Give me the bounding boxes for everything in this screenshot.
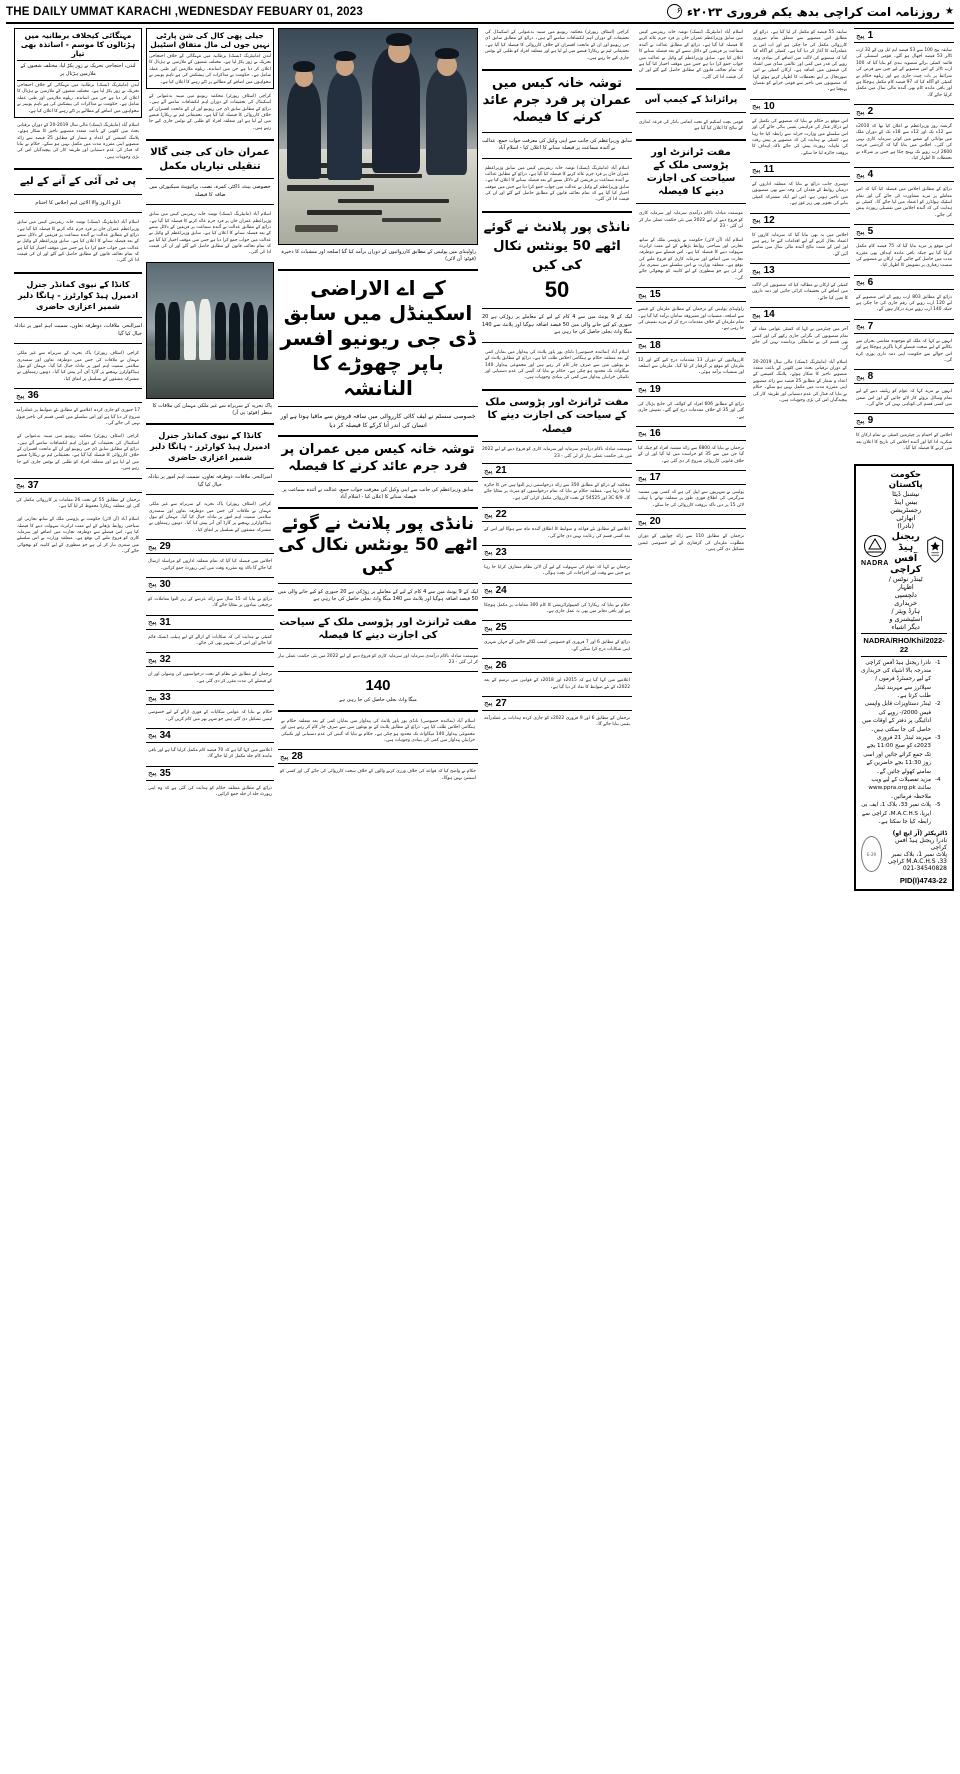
- imran-jail-headline: عمران خان کی جنی گالا تنقیلی تیاریاں مکمل: [150, 147, 270, 172]
- column-photos: [278, 28, 478, 1758]
- tender-number: 14: [763, 309, 775, 321]
- tender-text: کمیٹی نے ہدایت کی کہ شکایات کے ازالے کے لیے ہیلپ ڈیسک قائم کیا جائے اور اس کی تشہیر بھی کی جائے۔: [148, 634, 272, 647]
- tender-number: 7: [867, 320, 874, 332]
- tender-label: پیج: [484, 661, 493, 670]
- tender-row[interactable]: [750, 162, 850, 177]
- tender-text: ترجمان نے بتایا کہ 6800 سے زائد مشتبہ افراد کو چیک کیا گیا جن میں سے 35 کو حراست میں لیا گیا اور ان کے خلاف قانونی کارروائی شروع کر دی گئی ہے۔: [638, 445, 744, 464]
- tender-text: ذرائع کے مطابق متعلقہ حکام کو ہدایت کی گئی ہے کہ وہ اپنی رپورٹ جلد از جلد جمع کرائیں۔: [148, 785, 272, 798]
- tender-row[interactable]: [750, 263, 850, 278]
- tender-label: پیج: [856, 322, 865, 331]
- rifle-shape: [287, 185, 374, 191]
- tender-row[interactable]: [482, 507, 632, 522]
- tender-text: اعلامیے میں کہا گیا ہے کہ 2015ء اور 2018ء کے قوانین میں ترمیم کے بعد 2022ء کے نئے ضوابط کا نفاذ کر دیا گیا ہے۔: [484, 678, 630, 690]
- tender-number: 34: [159, 729, 171, 741]
- tender-label: پیج: [484, 623, 493, 632]
- page-grid: [6, 28, 954, 1758]
- nadra-item-text: نادرا ریجنل ہیڈ آفس کراچی مندرجہ بالا اشیاء کی خریداری کے لیے رجسٹرڈ فرموں / سپلائرز سے مہربند ٹینڈر طلب کرتا ہے۔: [861, 659, 931, 700]
- guard-figure: [168, 302, 179, 360]
- tender-row[interactable]: [146, 690, 274, 705]
- tender-text: ترجمان کے مطابق نئے نظام کے تحت درخواستوں کی وصولی اور ان کے فیصلے کی مدت مقرر کر دی گئی ہے۔: [148, 672, 272, 684]
- tender-number: 2: [867, 106, 874, 117]
- tender-filler-text: اسلام آباد (مانیٹرنگ ڈیسک) مالی سال 2019-20 کے دوران ترقیاتی بجٹ میں کٹوتی کے باعث متعدد منصوبے تاخیر کا شکار ہوئے۔ پلاننگ کمیشن کے اعداد و شمار کے مطابق 25 فیصد سے زائد منصوبے اپنی مقررہ مدت میں مکمل نہیں ہو سکے۔ حکام نے بتایا کہ فنڈز کی عدم دستیابی اور طریقہ کار کی پیچیدگیاں اس کی بڑی وجوہات ہیں۔: [753, 359, 847, 403]
- column-left-1: [146, 28, 274, 1758]
- tender-text: اجلاس میں فیصلہ کیا گیا کہ تمام متعلقہ اداروں کو مراسلہ ارسال کیا جائے گا تاکہ وہ مقررہ وقت میں اپنی رپورٹ جمع کرائیں۔: [148, 559, 272, 571]
- tender-number: 5: [867, 226, 874, 238]
- tender-text: ذرائع کے مطابق 6 اور 7 فروری کو خصوصی کیمپ لگائے جائیں گے جہاں شہری اپنی شکایات درج کرا سکیں گے۔: [484, 640, 630, 652]
- tender-row[interactable]: [636, 338, 746, 353]
- transit-subhead-2: موسمت مبادلہ ناکام درآمدی سرمایہ اور سرمایہ کاری کو فروغ دینے کے لیے 2022 میں نئی حکمت عملی تیار کر لی گئی - 23: [482, 447, 632, 459]
- tender-number: 35: [159, 767, 171, 779]
- lead-headline: کے اے الاراضی اسکینڈل میں سابق ڈی جی ریونیو افسر باپر چھوڑے کا النانشہ: [280, 276, 476, 400]
- nadra-item: [861, 801, 947, 826]
- tender-text: انہوں نے مزید کہا کہ عوام کو ریلیف دینے کے لیے تمام وسائل بروئے کار لائے جائیں گے اور اس ضمن میں کسی قسم کی کوتاہی نہیں کی جائے گی۔: [856, 389, 952, 407]
- nadra-tender-ref: NADRA/RHO/Khi/2022-22: [863, 635, 945, 654]
- tender-number: 17: [649, 472, 661, 484]
- nadra-gov-line: حکومت پاکستان: [888, 469, 923, 490]
- tender-row[interactable]: [854, 275, 954, 290]
- pti-body: اسلام آباد (مانیٹرنگ ڈیسک) توشہ خانہ ریفرنس کیس میں سابق وزیراعظم عمران خان پر فرد جرم عائد کرنے کا فیصلہ کیا گیا ہے۔ ذرائع کے مطابق عدالت نے آئندہ سماعت پر فریقین کے دلائل سننے کے بعد فیصلہ سنانے کا اعلان کیا ہے۔ سابق وزیراعظم کے وکیل نے عدالت میں جواب جمع کرا دیا ہے جس میں موقف اختیار کیا گیا ہے کہ تمام تحائف قانون کے مطابق حاصل کیے گئے اور ان کی قیمت ادا کی گئی۔: [17, 220, 139, 264]
- nandipur-headline-text: نانڈی پور پلانٹ نے گوئے اٹھے 50 یونٹس نکال کی کیں: [278, 513, 478, 577]
- nadra-item: [861, 734, 947, 776]
- tender-number: 19: [649, 383, 661, 395]
- nadra-item-index: 5-: [935, 802, 941, 809]
- nadra-ref-code: 29-E: [866, 851, 877, 857]
- tender-label: پیج: [856, 170, 865, 179]
- tender-label: پیج: [638, 341, 647, 350]
- column7-body-2: کراچی (اسٹاف رپورٹر) پاک بحریہ کے سربراہ سے غیر ملکی مہمان نے ملاقات کی جس میں دوطرفہ تعاون اور سمندری سلامتی سمیت اہم امور پر تبادلہ خیال کیا گیا۔ مہمان کو نیول ہیڈکوارٹرز پہنچنے پر گارڈ آف آنر پیش کیا گیا۔ دونوں رہنماؤں نے مشترکہ مشقوں کے تسلسل پر اتفاق کیا۔: [17, 351, 139, 382]
- government-emblem-icon: [923, 535, 947, 565]
- tender-number: 6: [867, 276, 874, 288]
- tender-row[interactable]: [636, 382, 746, 397]
- column7-body-3: کراچی (اسٹاف رپورٹر) محکمہ ریونیو میں مبینہ بدعنوانی کے اسکینڈل کی تحقیقات کے دوران اہم انکشافات سامنے آئے ہیں۔ ذرائع کے مطابق سابق ڈی جی ریونیو اور ان کے ماتحت افسران کے خلاف کارروائی کا فیصلہ کیا گیا ہے۔ تحقیقاتی ٹیم نے ریکارڈ قبضے میں لے لیا ہے اور متعلقہ افراد کو طلبی کے نوٹس جاری کیے جا رہے ہیں۔: [17, 434, 139, 472]
- naval-guard-photo: [146, 262, 274, 399]
- naval-body: کراچی (اسٹاف رپورٹر) پاک بحریہ کے سربراہ سے غیر ملکی مہمان نے ملاقات کی جس میں دوطرفہ تعاون اور سمندری سلامتی سمیت اہم امور پر تبادلہ خیال کیا گیا۔ مہمان کو نیول ہیڈکوارٹرز پہنچنے پر گارڈ آف آنر پیش کیا گیا۔ دونوں رہنماؤں نے مشترکہ مشقوں کے تسلسل پر اتفاق کیا۔: [149, 502, 271, 533]
- tender-text: ترجمان نے کہا کہ عوام کی سہولت کے لیے آن لائن نظام متعارف کرایا جا رہا ہے جس سے وقت اور اخراجات کی بچت ہوگی۔: [484, 564, 630, 577]
- tender-number: 25: [495, 622, 507, 634]
- naval-subhead: امیرالبحر، ملاقات، دوطرفہ تعاون، سمیت اہم امور پر تبادلہ خیال کیا گیا: [147, 474, 273, 488]
- nadra-tender-ad: [854, 464, 954, 892]
- jail-party-ad: [146, 28, 274, 89]
- column-tenders-1: [854, 28, 954, 1758]
- tender-number: 30: [159, 578, 171, 590]
- tender-number: 36: [27, 390, 39, 402]
- tender-number: 13: [763, 265, 775, 276]
- tender-number: 29: [159, 541, 171, 553]
- rifle-shape: [307, 210, 382, 215]
- tender-row[interactable]: [750, 213, 850, 228]
- nadra-item-index: 1-: [935, 659, 941, 666]
- transit-sub-main: موسمت مبادلہ ناکام درآمدی سرمایہ اور سرمایہ کاری کو فروغ دینے کے لیے 2022 میں نئی حکمت عملی تیار کر لی گئی - 23: [278, 653, 479, 665]
- column5-body: اسلام آباد (نمائندہ خصوصی) نانڈی پور پاور پلانٹ کی پیداوار میں نمایاں کمی کے بعد متعلقہ حکام نے ہنگامی اجلاس طلب کیا ہے۔ ذرائع کے مطابق پلانٹ کے نو یونٹوں میں سے صرف چار کام کر رہے ہیں اور مجموعی پیداوار 140 میگاواٹ تک محدود ہو چکی ہے۔ حکام نے بتایا کہ گیس کی عدم دستیابی اور تکنیکی خرابیاں پیداوار میں کمی کی بنیادی وجوہات ہیں۔: [281, 718, 475, 743]
- tender-text: پولیس نے شہریوں سے اپیل کی ہے کہ کسی بھی مشتبہ سرگرمی کی اطلاع فوری طور پر متعلقہ تھانے یا ہیلپ لائن 15 پر دیں تاکہ بروقت کارروائی کی جا سکے۔: [638, 490, 744, 508]
- tender-number: 10: [763, 100, 775, 112]
- nadra-item-text: ٹینڈر دستاویزات قابل واپسی فیس 2000/- روپے کی ادائیگی پر دفتر کے اوقات میں حاصل کی جا سکتی ہیں۔: [862, 701, 931, 733]
- masthead-urdu-group: [667, 4, 954, 19]
- tender-text: حکام نے بتایا کہ ریکارڈ کی کمپیوٹرائزیشن کا کام 300 مقامات پر مکمل ہوچکا ہے اور باقی دفاتر میں بھی یہ عمل جاری ہے۔: [484, 602, 630, 615]
- tender-label: پیج: [752, 266, 761, 275]
- tender-label: پیج: [484, 548, 493, 557]
- masthead-urdu-title: روزنامہ امت کراچی بدھ یکم فروری ۲۰۲۳ء: [686, 4, 941, 19]
- tender-label: پیج: [856, 107, 865, 116]
- prize-bond-headline: پرائزانڈ کے کیمپ آس: [644, 95, 738, 105]
- tender-label: پیج: [752, 102, 761, 111]
- ammo-box-shape: [295, 225, 339, 232]
- transit-headline-main: مفت ٹرانزٹ اور پڑوسی ملک کے سیاحت کی اجازت دینے کا فیصلہ: [279, 616, 477, 642]
- tender-text: 17 جنوری کو جاری کردہ اعلامیے کے مطابق نئے ضوابط پر عملدرآمد شروع کر دیا گیا ہے اور اس سلسلے میں کسی قسم کی تاخیر قبول نہیں کی جائے گی۔: [16, 408, 140, 426]
- tender-text: راولپنڈی پولیس کے ترجمان کے مطابق ملزمان کے قبضے سے اسلحہ، منشیات اور مسروقہ سامان برآمد کیا گیا ہے۔ تمام ملزمان کے خلاف مقدمات درج کر کے مزید تفتیش کی جا رہی ہے۔: [638, 307, 744, 332]
- nadra-address: پلاٹ نمبر 1، بلاک نمبر 33، M.A.C.H.S کراچی: [887, 851, 947, 866]
- tender-row[interactable]: [482, 696, 632, 711]
- tender-row[interactable]: [146, 766, 274, 781]
- officer-cap: [334, 51, 356, 62]
- tender-row[interactable]: [482, 658, 632, 673]
- protest-uk-ad: [14, 28, 142, 118]
- tender-number: 21: [495, 465, 507, 477]
- megawatt-label: میگا واٹ بجلی حاصل کی جا رہی ہے: [339, 697, 417, 704]
- prize-bond-text: قومی بچت اسکیم کے تحت انعامی بانڈز کی قرعہ اندازی کے نتائج کا اعلان کیا گیا ہے: [639, 119, 743, 132]
- tender-row[interactable]: [14, 388, 142, 403]
- tender-lead-text: سابقہ 55 فیصد کو مکمل کر لیا گیا ہے۔ ذرائع کے مطابق اس منصوبے سے متعلق تمام ضروری کارروائی مکمل کی جا چکی ہے اور اب اس پر عملدرآمد کا آغاز کر دیا گیا ہے۔ کمیٹی کو آگاہ کیا گیا کہ منصوبے کی لاگت میں اضافے کی بنیادی وجہ روپے کی قدر میں کمی اور عالمی منڈی میں اشیاء کی قیمتوں میں اضافہ ہے۔ ارکان کمیٹی نے اس صورتحال پر اپنے تحفظات کا اظہار کرتے ہوئے کہا کہ منصوبوں میں تاخیر سے قومی خزانے کو نقصان پہنچتا ہے۔: [753, 30, 847, 93]
- tender-label: پیج: [638, 517, 647, 526]
- tender-row[interactable]: [636, 470, 746, 485]
- nadra-item-index: 4-: [935, 776, 941, 783]
- nadra-logo: [861, 534, 889, 567]
- guard-figure: [229, 303, 240, 360]
- tender-label: پیج: [856, 227, 865, 236]
- nadra-item: [861, 776, 947, 801]
- toshakhana-body: اسلام آباد (مانیٹرنگ ڈیسک) توشہ خانہ ریفرنس کیس میں سابق وزیراعظم عمران خان پر فرد جرم عائد کرنے کا فیصلہ کیا گیا ہے۔ ذرائع کے مطابق عدالت نے آئندہ سماعت پر فریقین کے دلائل سننے کے بعد فیصلہ سنانے کا اعلان کیا ہے۔ سابق وزیراعظم کے وکیل نے عدالت میں جواب جمع کرا دیا ہے جس میں موقف اختیار کیا گیا ہے کہ تمام تحائف قانون کے مطابق حاصل کیے گئے اور ان کی قیمت ادا کی گئی۔: [485, 165, 629, 203]
- toshakhana-side-text: اسلام آباد (مانیٹرنگ ڈیسک) توشہ خانہ ریفرنس کیس میں سابق وزیراعظم عمران خان پر فرد جرم عائد کرنے کا فیصلہ کیا گیا ہے۔ ذرائع کے مطابق عدالت نے آئندہ سماعت پر فریقین کے دلائل سننے کے بعد فیصلہ سنانے کا اعلان کیا ہے۔ سابق وزیراعظم کے وکیل نے عدالت میں جواب جمع کرا دیا ہے جس میں موقف اختیار کیا گیا ہے کہ تمام تحائف قانون کے مطابق حاصل کیے گئے اور ان کی قیمت ادا کی گئی۔: [639, 30, 743, 80]
- tender-number: 22: [495, 509, 507, 521]
- tender-label: پیج: [638, 385, 647, 394]
- tender-label: پیج: [484, 699, 493, 708]
- nadra-item-index: 3-: [935, 735, 941, 742]
- tender-number: 23: [495, 546, 507, 558]
- tender-row[interactable]: [482, 545, 632, 560]
- column-left-2: [14, 28, 142, 1758]
- tender-label: پیج: [148, 655, 157, 664]
- official-seal-icon: [861, 836, 882, 872]
- tender-label: پیج: [638, 473, 647, 482]
- tender-label: پیج: [484, 510, 493, 519]
- nadra-subtitle-2: خریداری ہارڈ ویئر / اسٹیشنری و دیگر اشیاء: [889, 598, 923, 631]
- tender-label: پیج: [16, 391, 25, 400]
- nandipur-headline-main: [278, 514, 478, 578]
- officer-white-uniform: [199, 299, 212, 360]
- tender-number: 27: [495, 697, 507, 709]
- nadra-phone: 021-34540828: [902, 865, 947, 873]
- column7-body-4: اسلام آباد (آن لائن) حکومت نے پڑوسی ملک کے ساتھ تجارتی اور سیاحتی روابط بڑھانے کے لیے مفت ٹرانزٹ سہولت دینے کا فیصلہ کیا ہے۔ اس فیصلے سے دوطرفہ تجارت میں اضافے اور سرمایہ کاری کو فروغ ملنے کی توقع ہے۔ متعلقہ وزارت نے اس سلسلے میں سمری تیار کر لی ہے جو منظوری کے لیے کابینہ کو بھجوائی جائے گی۔: [17, 517, 139, 555]
- tender-row[interactable]: [854, 319, 954, 334]
- pti-subhead: ڈارو ڈاروز والا الائیں اہم اجلاس کا اختتام: [35, 199, 121, 206]
- tender-label: پیج: [856, 416, 865, 425]
- tender-row[interactable]: [854, 369, 954, 384]
- nadra-pid: PID(I)4743-22: [899, 876, 947, 886]
- nadra-item: [861, 700, 947, 734]
- protest-uk-headline: مہنگائی کیخلاف برطانیہ میں ہڑتالوں کا موسم - اساتذہ بھی تیار: [20, 31, 136, 58]
- tender-text: آخر میں چیئرمین نے کہا کہ کمیٹی عوامی مفاد کے تمام منصوبوں کی نگرانی جاری رکھے گی اور کسی بھی قسم کی بے ضابطگی برداشت نہیں کی جائے گی۔: [752, 327, 848, 352]
- tender-label: پیج: [148, 693, 157, 702]
- tender-row[interactable]: [278, 749, 478, 764]
- tender-number: 11: [763, 164, 775, 175]
- weapons-photo-caption: راولپنڈی میں پولیس کے مطابق کارروائیوں کے دوران برآمد کیا گیا اسلحہ اور منشیات کا ذخیرہ (فوٹو: آن لائن): [281, 249, 476, 262]
- tender-label: پیج: [638, 290, 647, 299]
- transit-headline-2: مفت ٹرانزٹ اور پڑوسی ملک کے سیاحت کی اجازت دینے کا فیصلہ: [485, 396, 629, 435]
- tender-text: ذرائع نے بتایا کہ 15 سال سے زائد عرصے کے زیر التوا معاملات کو ترجیحی بنیادوں پر نمٹایا جائے گا۔: [148, 596, 272, 609]
- tender-number: 26: [495, 660, 507, 672]
- tender-number: 9: [867, 415, 874, 427]
- tender-row[interactable]: [636, 426, 746, 441]
- tender-row[interactable]: [146, 577, 274, 592]
- officer-figure: [287, 81, 321, 180]
- tender-label: پیج: [148, 618, 157, 627]
- nandipur-subhead: لیک کے 9 یونٹ میں سے 4 کام کے لیے کے معاملے پر روڑکی ہے 20 جنوری کو کیے جانے والی میں 50 فیصد اضافہ ہوگیا اور پلانٹ سے 140 میگا واٹ بجلی حاصل کی جا رہی ہے: [482, 314, 632, 336]
- nandipur-headline-group: [482, 218, 632, 275]
- tender-row[interactable]: [14, 478, 142, 493]
- masthead: [6, 4, 954, 24]
- tender-row[interactable]: [482, 463, 632, 478]
- tender-text: ترجمان کے مطابق 110 سے زائد چھاپوں کے دوران مطلوب ملزمان کی گرفتاری کے لیے خصوصی ٹیمیں تشکیل دی گئی ہیں۔: [638, 534, 745, 552]
- guard-figure: [257, 305, 268, 360]
- tender-row[interactable]: [854, 167, 954, 182]
- tender-number: 12: [763, 214, 775, 226]
- star-icon: ★: [945, 6, 954, 17]
- lead-subhead: خصوصی سسٹم نے لیف کائی کارروائی میں سافہ فروش سے مافیا ہوتا ہے اور انسان کی اندر آنا کرکے کا فیصلہ کر دیا: [280, 413, 476, 429]
- tender-text: ذرائع کے مطابق اجلاس میں فیصلہ کیا گیا کہ اس معاملے پر مزید مشاورت کی جائے گی اور تمام اسٹیک ہولڈرز کو اعتماد میں لیا جائے گا۔ کمیٹی نے ہدایت کی کہ آئندہ اجلاس میں تفصیلی رپورٹ پیش کی جائے۔: [856, 187, 952, 218]
- tender-text: کارروائیوں کے دوران 13 مقدمات درج کیے گئے اور 12 ملزمان کو موقع پر گرفتار کر لیا گیا۔ ملزمان سے اسلحہ اور منشیات برآمد ہوئی۔: [638, 357, 745, 376]
- imran-jail-body: اسلام آباد (مانیٹرنگ ڈیسک) توشہ خانہ ریفرنس کیس میں سابق وزیراعظم عمران خان پر فرد جرم عائد کرنے کا فیصلہ کیا گیا ہے۔ ذرائع کے مطابق عدالت نے آئندہ سماعت پر فریقین کے دلائل سننے کے بعد فیصلہ سنانے کا اعلان کیا ہے۔ سابق وزیراعظم کے وکیل نے عدالت میں جواب جمع کرا دیا ہے جس میں موقف اختیار کیا گیا ہے کہ تمام تحائف قانون کے مطابق حاصل کیے گئے اور ان کی قیمت ادا کی گئی۔: [149, 212, 271, 256]
- tender-row[interactable]: [146, 652, 274, 667]
- tender-text: سابقہ پیج 100 سے 53 فیصد ایم ایل ون کے 32 ارب ڈالر 53 فیصد اچھال ہو گئے۔ قومی اسمبلی کی قائمہ کمیٹی برائے منصوبہ بندی کو بتایا گیا کہ 100 ارب ڈالر کے اس منصوبے کے لیے چین سے قرض کی شرائط پر بات چیت جاری ہے اور ریلوے حکام نے کمیٹی کو آگاہ کیا کہ 97 فیصد کام مکمل ہوچکا ہے اور باقی ماندہ کام بھی آئندہ مالی سال میں مکمل کرلیا جائے گا۔: [856, 48, 952, 98]
- tender-row[interactable]: [750, 99, 850, 114]
- tender-text: اعلامیے میں کہا گیا ہے کہ 70 فیصد کام مکمل کرلیا گیا ہے اور باقی ماندہ کام جلد مکمل کر لیا جائے گا۔: [148, 747, 272, 760]
- toshakhana-subhead: سابق وزیراعظم کی جانب سے اپنی وکیل کی معرفت جواب جمع، عدالت نے آئندہ سماعت پر فیصلہ سنانے کا اعلان کیا - اسلام آباد: [482, 137, 632, 152]
- nadra-subtitle: ٹینڈر نوٹس / اظہار دلچسپی: [888, 574, 923, 599]
- tender-text: انہوں نے کہا کہ ملک کو موجودہ معاشی بحران سے نکالنے کے لیے سخت فیصلے کرنا ناگزیر ہوچکا ہے اور اس حوالے سے حکومت اپنی ذمہ داری پوری کرے گی۔: [856, 338, 952, 363]
- naval-headline-2: کانڈا کے نیوی کمانڈر جنرل ادمیرل ہیڈ کوارٹرز - ہانگا دلبر شمیر اعزازی حاضری: [17, 279, 139, 312]
- guard-figure: [155, 303, 166, 360]
- nadra-item: [861, 659, 947, 701]
- tender-text: اجلاس میں یہ بھی بتایا گیا کہ سرمایہ کاروں کا اعتماد بحال کرنے کے لیے اقدامات کیے جا رہے ہیں اور اس کے مثبت نتائج آئندہ مالی سال میں سامنے آئیں گے۔: [752, 232, 848, 257]
- tender-number: 20: [649, 516, 661, 528]
- nandipur-sub-main: لیک کے 9 یونٹ میں سے 4 کام کے لیے کے معاملے پر روڑکی ہے 20 جنوری کو کیے جانے والی میں 50 فیصد اضافہ ہوگیا اور پلانٹ سے 140 میگا واٹ بجلی حاصل کی جا رہی ہے: [278, 588, 478, 603]
- tender-label: پیج: [752, 310, 761, 319]
- tender-label: پیج: [148, 731, 157, 740]
- tender-text: ذرائع کے مطابق 606 افراد کے کوائف کی جانچ پڑتال کی گئی اور 35 کے خلاف مقدمات درج کیے گئے۔ تفتیش جاری ہے۔: [638, 401, 745, 420]
- masthead-english-title: THE DAILY UMMAT KARACHI ,WEDNESDAY FEBUARY 01, 2023: [6, 5, 363, 18]
- transit-trade-subhead: موسمت مبادلہ ناکام درآمدی سرمایہ اور سرمایہ کاری کو فروغ دینے کے لیے 2022 میں نئی حکمت عملی تیار کر لی گئی - 23: [639, 211, 743, 230]
- nadra-sign-title: ڈائریکٹر (آر ایچ او): [892, 830, 947, 838]
- toshakhana-headline: توشہ خانہ کیس میں عمران پر فرد جرم عائد کرنے کا فیصلہ: [482, 75, 632, 125]
- tender-number: 33: [159, 692, 171, 704]
- pistol-shape: [382, 218, 441, 222]
- nadra-signature-block: [861, 830, 947, 872]
- tender-text: محکمہ کے ذرائع کے مطابق 350 سے زائد درخواستیں زیر التوا ہیں جن کا جائزہ لیا جا رہا ہے۔ متعلقہ حکام نے بتایا کہ تمام درخواستوں کو میرٹ پر نمٹایا جائے گا۔ 6/9 3C اور 54525 کے تحت کارروائی مکمل کرلی گئی ہے۔: [484, 483, 630, 501]
- tender-row[interactable]: [146, 615, 274, 630]
- nadra-item-text: مزید تفصیلات کے لیے ویب سائٹ www.ppra.org.pk ملاحظہ فرمائیں۔: [868, 776, 931, 800]
- guard-figure: [243, 302, 254, 360]
- tender-number: 18: [649, 339, 661, 351]
- tender-number: 37: [27, 479, 39, 491]
- protest-uk-text: لندن (مانیٹرنگ ڈیسک) برطانیہ میں مہنگائی کے خلاف احتجاجی تحریک نے زور پکڑ لیا ہے۔ مختلف شعبوں کے ملازمین نے ہڑتال کا اعلان کر دیا ہے جن میں اساتذہ، ریلوے ملازمین اور طبی عملہ شامل ہے۔ حکومت نے مذاکرات کی پیشکش کی ہے تاہم یونینز نے تنخواہوں میں اضافے کے مطالبے پر ڈٹے رہنے کا اعلان کیا ہے۔: [17, 83, 139, 114]
- toshakhana-sub-main: سابق وزیراعظم کی جانب سے اپنی وکیل کی معرفت جواب جمع، عدالت نے آئندہ سماعت پر فیصلہ سنانے کا اعلان کیا - اسلام آباد: [282, 486, 474, 501]
- transit-trade-headline: مفت ٹرانزٹ اور پڑوسی ملک کے سیاحت کی اجازت دینے کا فیصلہ: [646, 147, 736, 198]
- tender-label: پیج: [752, 216, 761, 224]
- column-middle-right: [636, 28, 746, 1758]
- column7-body-1: اسلام آباد (مانیٹرنگ ڈیسک) مالی سال 2019-20 کے دوران ترقیاتی بجٹ میں کٹوتی کے باعث متعدد منصوبے تاخیر کا شکار ہوئے۔ پلاننگ کمیشن کے اعداد و شمار کے مطابق 25 فیصد سے زائد منصوبے اپنی مقررہ مدت میں مکمل نہیں ہو سکے۔ حکام نے بتایا کہ فنڈز کی عدم دستیابی اور طریقہ کار کی پیچیدگیاں اس کی بڑی وجوہات ہیں۔: [17, 122, 140, 160]
- column6-body-1: کراچی (اسٹاف رپورٹر) محکمہ ریونیو میں مبینہ بدعنوانی کے اسکینڈل کی تحقیقات کے دوران اہم انکشافات سامنے آئے ہیں۔ ذرائع کے مطابق سابق ڈی جی ریونیو اور ان کے ماتحت افسران کے خلاف کارروائی کا فیصلہ کیا گیا ہے۔ تحقیقاتی ٹیم نے ریکارڈ قبضے میں لے لیا ہے اور متعلقہ افراد کو طلبی کے نوٹس جاری کیے جا رہے ہیں۔: [149, 93, 271, 131]
- tender-text: دوسری جانب ذرائع نے بتایا کہ متعلقہ اداروں کے درمیان روابط کے فقدان کی وجہ سے بھی منصوبوں میں تاخیر ہوتی ہے، اس لیے ایک مشترکہ کمیٹی بنانے کی تجویز بھی زیر غور ہے۔: [752, 182, 848, 207]
- tender-text: ترجمان کے مطابق 6 اور 9 فروری 2022ء کو جاری کردہ ہدایات پر عملدرآمد یقینی بنایا جائے گا۔: [484, 715, 630, 728]
- naval-subhead-2: امیرالبحر، ملاقات، دوطرفہ تعاون، سمیت اہم امور پر تبادلہ خیال کیا گیا: [14, 323, 142, 337]
- nadra-office: ریجنل ہیڈ آفس کراچی: [890, 530, 922, 575]
- nadra-item-text: پلاٹ نمبر 33، بلاک 1، ایف بی ایریا، M.A.C.H.S، کراچی سے رابطہ کیا جا سکتا ہے۔: [861, 802, 931, 825]
- officer-white-uniform: [184, 301, 197, 360]
- officer-cap: [435, 48, 459, 59]
- nandipur-headline: نانڈی پور پلانٹ نے گوئے اٹھے 50 یونٹس نکال کی کیں: [483, 219, 631, 273]
- tender-label: پیج: [856, 372, 865, 381]
- nadra-mark-icon: [863, 534, 887, 558]
- tender-text: ذرائع کے مطابق 803 ارب روپے کے اس منصوبے کے لیے 120 ارب روپے کی رقم جاری کی جا چکی ہے جبکہ 140 ارب روپے مزید درکار ہوں گے۔: [856, 294, 952, 313]
- nadra-item-text: مہربند ٹینڈر 21 فروری 2023ء کو صبح 11:00 بجے تک جمع کرائے جائیں اور اسی روز 11:30 بجے حاضرین کے سامنے کھولے جائیں گے۔: [863, 735, 931, 775]
- column-news-main: [482, 28, 632, 1758]
- tender-row[interactable]: [854, 413, 954, 428]
- tender-label: پیج: [856, 31, 865, 40]
- tender-row[interactable]: [636, 514, 746, 529]
- nadra-item-index: 2-: [935, 701, 941, 708]
- tender-row[interactable]: [146, 539, 274, 554]
- tender-label: پیج: [484, 466, 493, 475]
- tender-row[interactable]: [482, 583, 632, 598]
- jail-party-text: لندن (مانیٹرنگ ڈیسک) برطانیہ میں مہنگائی کے خلاف احتجاجی تحریک نے زور پکڑ لیا ہے۔ مختلف شعبوں کے ملازمین نے ہڑتال کا اعلان کر دیا ہے جن میں اساتذہ، ریلوے ملازمین اور طبی عملہ شامل ہے۔ حکومت نے مذاکرات کی پیشکش کی ہے تاہم یونینز نے تنخواہوں میں اضافے کے مطالبے پر ڈٹے رہنے کا اعلان کیا ہے۔: [149, 54, 271, 85]
- tender-row[interactable]: [636, 287, 746, 302]
- tender-label: پیج: [16, 481, 25, 490]
- tender-text: حکام نے واضح کیا کہ قواعد کی خلاف ورزی کرنے والوں کے خلاف سخت کارروائی کی جائے گی اور کسی کو استثنیٰ نہیں ہوگا۔: [280, 769, 476, 781]
- nandipur-big-number: 50: [544, 277, 570, 303]
- tender-text: اجلاس کے اختتام پر چیئرمین کمیٹی نے تمام ارکان کا شکریہ ادا کیا اور آئندہ اجلاس کی تاریخ کا اعلان بعد میں کرنے کا فیصلہ کیا گیا۔: [856, 433, 952, 452]
- toshakhana-headline-main: توشہ خانہ کیس میں عمران پر فرد جرم عائد کرنے کا فیصلہ: [281, 442, 475, 474]
- naval-photo-caption: پاک بحریہ کے سربراہ سے غیر ملکی مہمان کی ملاقات کا منظر (فوٹو: پی آر): [152, 402, 272, 416]
- tender-number: 16: [649, 427, 661, 439]
- tender-text: ترجمان کے مطابق 55 کے تحت 26 مقامات پر کارروائی مکمل کی گئی اور متعلقہ ریکارڈ محفوظ کر لیا گیا ہے۔: [16, 497, 140, 509]
- tender-text: اس موقع پر حکام نے بتایا کہ منصوبے کی تکمیل کے لیے درکار فنڈز کی فراہمی یقینی بنائی جائے گی اور اس سلسلے میں وزارت خزانہ سے رابطہ کیا جا رہا ہے۔ کمیٹی نے ہدایت کی کہ منصوبے پر پیش رفت کی ماہانہ رپورٹ پیش کی جائے تاکہ اہداف کا بروقت جائزہ لیا جا سکے۔: [752, 118, 848, 156]
- tender-label: پیج: [484, 586, 493, 595]
- tender-row[interactable]: [146, 728, 274, 743]
- nadra-logo-text: NADRA: [861, 559, 889, 567]
- tender-number: 28: [291, 751, 303, 763]
- pti-headline: پی ٹی آئی کے آنے کے لیے: [19, 176, 137, 188]
- tender-label: پیج: [148, 542, 157, 551]
- tender-label: پیج: [752, 165, 761, 174]
- imran-jail-subhead: خصوصی بیٹ، ڈاکٹر، کمرہ، نصب، پرائیویٹ سیکیورٹی میں ضافہ کا فیصلہ: [149, 184, 271, 198]
- guard-figure: [215, 302, 226, 360]
- naval-headline: کانڈا کے نیوی کمانڈر جنرل ادمیرل ہیڈ کوارٹرز - ہانگا دلبر شمیر اعزازی حاضری: [149, 430, 271, 463]
- tender-label: پیج: [856, 278, 865, 287]
- nandipur-body: اسلام آباد (نمائندہ خصوصی) نانڈی پور پاور پلانٹ کی پیداوار میں نمایاں کمی کے بعد متعلقہ حکام نے ہنگامی اجلاس طلب کیا ہے۔ ذرائع کے مطابق پلانٹ کے نو یونٹوں میں سے صرف چار کام کر رہے ہیں اور مجموعی پیداوار 140 میگاواٹ تک محدود ہو چکی ہے۔ حکام نے بتایا کہ گیس کی عدم دستیابی اور تکنیکی خرابیاں پیداوار میں کمی کی بنیادی وجوہات ہیں۔: [485, 349, 629, 381]
- officer-figure: [426, 68, 468, 176]
- tender-label: پیج: [280, 752, 289, 761]
- nadra-org-line: نیشنل ڈیٹا بیس اینڈ رجسٹریشن اتھارٹی (نادرا): [890, 489, 922, 530]
- tender-number: 32: [159, 654, 171, 666]
- officer-cap: [293, 61, 315, 72]
- officer-figure: [327, 72, 363, 180]
- tender-row[interactable]: [854, 104, 954, 119]
- weapons-seizure-photo: [278, 28, 478, 245]
- tender-text: اس موقع پر مزید بتایا گیا کہ 75 فیصد کام مکمل کرلیا گیا ہے جبکہ باقی ماندہ اہداف بھی مقررہ مدت میں حاصل کیے جائیں گے۔ ارکان نے منصوبے کی سست رفتاری پر تشویش کا اظہار کیا۔: [856, 244, 952, 269]
- tender-label: پیج: [638, 429, 647, 438]
- tender-label: پیج: [148, 769, 157, 778]
- tender-number: 15: [649, 289, 661, 301]
- tender-number: 24: [495, 584, 507, 596]
- column-tenders-2: [750, 28, 850, 1758]
- protest-uk-subhead: لندن، احتجاجی تحریک نے زور پکڑ لیا، مختلف شعبوں کے ملازمین ہڑتال پر: [20, 63, 136, 77]
- tender-text: اعلامیے کے مطابق نئے قواعد و ضوابط کا اطلاق آئندہ ماہ سے ہوگا اور اس کے بعد کسی قسم کی رعایت نہیں دی جائے گی۔: [484, 527, 630, 539]
- nadra-ad-header: [861, 470, 947, 631]
- tender-number: 1: [867, 30, 874, 41]
- tender-number: 4: [867, 169, 874, 181]
- tender-row[interactable]: [750, 307, 850, 322]
- tender-text: کمیٹی کے ارکان نے مطالبہ کیا کہ منصوبوں کی لاگت میں اضافے کی تحقیقات کرائی جائیں اور ذمہ داروں کا تعین کیا جائے۔: [752, 283, 848, 301]
- page-number-badge: ۶: [667, 4, 682, 19]
- megawatt-number: 140: [365, 677, 391, 695]
- officer-figure-center: [372, 48, 420, 173]
- tender-row[interactable]: [482, 620, 632, 635]
- officer-cap: [386, 33, 412, 46]
- tender-number: 8: [867, 371, 874, 383]
- transit-trade-text: اسلام آباد (آن لائن) حکومت نے پڑوسی ملک کے ساتھ تجارتی اور سیاحتی روابط بڑھانے کے لیے مفت ٹرانزٹ سہولت دینے کا فیصلہ کیا ہے۔ اس فیصلے سے دوطرفہ تجارت میں اضافے اور سرمایہ کاری کو فروغ ملنے کی توقع ہے۔ متعلقہ وزارت نے اس سلسلے میں سمری تیار کر لی ہے جو منظوری کے لیے کابینہ کو بھجوائی جائے گی۔: [639, 237, 743, 281]
- tender-row[interactable]: [854, 28, 954, 43]
- tender-text: حکام نے بتایا کہ عوامی شکایات کے فوری ازالے کے لیے خصوصی ٹیمیں تشکیل دی گئی ہیں جو شہر بھر میں کام کریں گی۔: [148, 710, 272, 722]
- tender-label: پیج: [148, 580, 157, 589]
- tender-text: گزشتہ روز وزیراعظم نے اعلان کیا تھا کہ 2010ء سے 12ء تک اور 12ء سے 18ء تک کے دوران ملک میں توانائی کے شعبے میں کوئی سرمایہ کاری نہیں کی گئی۔ اجلاس میں بتایا گیا کہ گردشی قرضہ 2600 ارب روپے تک پہنچ چکا ہے جس پر شرکاء نے تحفظات کا اظہار کیا۔: [856, 124, 952, 161]
- tender-number: 31: [159, 616, 171, 628]
- intro-text: کراچی (اسٹاف رپورٹر) محکمہ ریونیو میں مبینہ بدعنوانی کے اسکینڈل کی تحقیقات کے دوران اہم انکشافات سامنے آئے ہیں۔ ذرائع کے مطابق سابق ڈی جی ریونیو اور ان کے ماتحت افسران کے خلاف کارروائی کا فیصلہ کیا گیا ہے۔ تحقیقاتی ٹیم نے ریکارڈ قبضے میں لے لیا ہے اور متعلقہ افراد کو طلبی کے نوٹس جاری کیے جا رہے ہیں۔: [485, 30, 629, 61]
- rifle-shape: [338, 199, 449, 203]
- jail-party-headline: جیلی پھی کال کی شن پارٹی نہیں جوں لی مال متفاق اسٹیبل: [150, 31, 270, 49]
- nadra-sign-org: نادرا ریجنل ہیڈ آفس کراچی: [895, 837, 947, 852]
- tender-row[interactable]: [854, 224, 954, 239]
